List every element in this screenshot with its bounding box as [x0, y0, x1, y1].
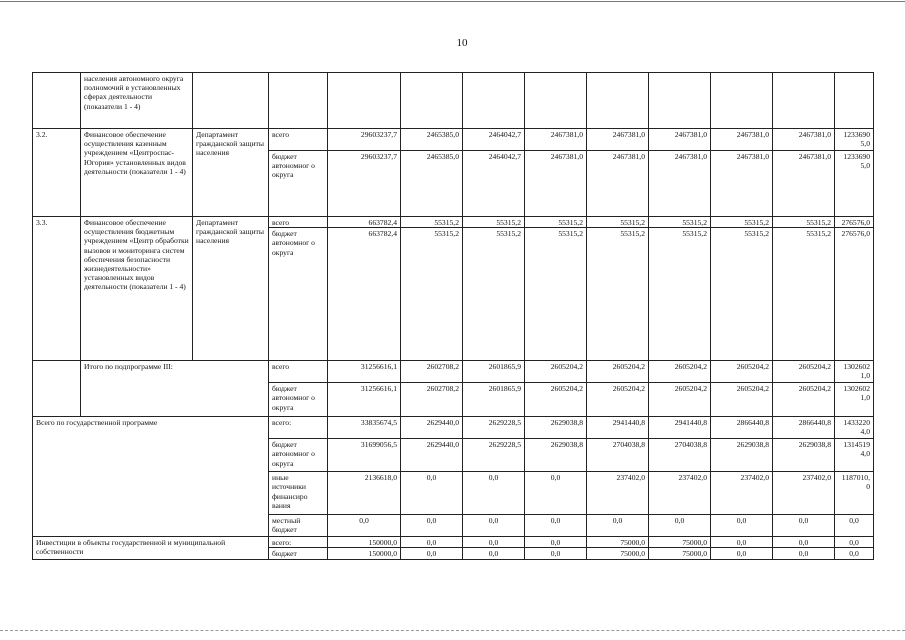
- source-label: бюджет автономног о округа: [269, 151, 328, 217]
- value-cell: 55315,2: [587, 217, 649, 228]
- value-cell: 2464042,7: [463, 129, 525, 151]
- value-cell: 0,0: [463, 472, 525, 515]
- value-cell: 0,0: [401, 537, 463, 548]
- value-cell: 237402,0: [649, 472, 711, 515]
- financing-table: [32, 72, 874, 560]
- value-cell: 0,0: [401, 548, 463, 559]
- value-cell: 55315,2: [463, 217, 525, 228]
- value-cell: 2605204,2: [773, 383, 835, 417]
- value-cell: 0,0: [773, 515, 835, 537]
- row-number: 3.3.: [33, 217, 81, 361]
- value-cell: 2467381,0: [587, 129, 649, 151]
- value-cell: 0,0: [463, 548, 525, 559]
- measure-name: Финансовое обеспечение осуществления казенным учреждением «Центроспас-Югория» установленных видов деятельности (показатели 1 - 4): [81, 129, 193, 217]
- value-cell: 0,0: [463, 537, 525, 548]
- value-cell: 2605204,2: [711, 383, 773, 417]
- value-cell: 0,0: [463, 515, 525, 537]
- table-row: [33, 129, 874, 151]
- value-cell: 55315,2: [773, 217, 835, 228]
- value-cell: 2467381,0: [773, 129, 835, 151]
- value-cell: 2941440,8: [649, 417, 711, 439]
- value-cell: 0,0: [773, 548, 835, 559]
- value-cell: 1233690 5,0: [835, 129, 874, 151]
- value-cell: 663782,4: [328, 228, 401, 361]
- measure-name: населения автономного округа полномочий в установленных сферах деятельности (показатели 1 - 4): [81, 73, 193, 129]
- source-label: всего:: [269, 537, 328, 548]
- value-cell: 2602708,2: [401, 361, 463, 383]
- value-cell: 2605204,2: [649, 383, 711, 417]
- value-cell: 0,0: [401, 515, 463, 537]
- measure-name: Финансовое обеспечение осуществления бюджетным учреждением «Центр обработки вызовов и мониторинга систем обеспечения безопасности жизнедеятельности» установленных видов деятельности (показатели 1 - 4): [81, 217, 193, 361]
- value-cell: 2629038,8: [773, 439, 835, 472]
- source-label: бюджет: [269, 548, 328, 559]
- subtotal-label: Итого по подпрограмме III:: [81, 361, 269, 417]
- row-number: 3.2.: [33, 129, 81, 217]
- value-cell: 29603237,7: [328, 129, 401, 151]
- value-cell: 0,0: [835, 537, 874, 548]
- value-cell: 1187010, 0: [835, 472, 874, 515]
- total-label: Всего по государственной программе: [33, 417, 269, 537]
- value-cell: 55315,2: [649, 217, 711, 228]
- value-cell: 55315,2: [587, 228, 649, 361]
- value-cell: 2629228,5: [463, 439, 525, 472]
- page-number: 10: [456, 37, 468, 49]
- value-cell: 75000,0: [587, 548, 649, 559]
- value-cell: 31256616,1: [328, 383, 401, 417]
- investments-label: Инвестиции в объекты государственной и муниципальной собственности: [33, 537, 269, 559]
- value-cell: 2465385,0: [401, 151, 463, 217]
- value-cell: 237402,0: [773, 472, 835, 515]
- value-cell: 2467381,0: [587, 151, 649, 217]
- value-cell: 2467381,0: [525, 129, 587, 151]
- value-cell: 0,0: [525, 472, 587, 515]
- value-cell: 2704038,8: [587, 439, 649, 472]
- value-cell: 2467381,0: [773, 151, 835, 217]
- value-cell: 150000,0: [328, 548, 401, 559]
- value-cell: 2467381,0: [711, 151, 773, 217]
- value-cell: 1302602 1,0: [835, 361, 874, 383]
- table-row: [33, 217, 874, 228]
- value-cell: 1302602 1,0: [835, 383, 874, 417]
- source-label: бюджет автономног о округа: [269, 439, 328, 472]
- value-cell: 0,0: [711, 548, 773, 559]
- value-cell: 29603237,7: [328, 151, 401, 217]
- value-cell: 2629038,8: [525, 439, 587, 472]
- value-cell: 2629440,0: [401, 439, 463, 472]
- value-cell: 2629038,8: [711, 439, 773, 472]
- value-cell: 55315,2: [649, 228, 711, 361]
- value-cell: 0,0: [525, 515, 587, 537]
- value-cell: 0,0: [711, 537, 773, 548]
- value-cell: 237402,0: [711, 472, 773, 515]
- value-cell: 2601865,9: [463, 361, 525, 383]
- value-cell: 55315,2: [525, 228, 587, 361]
- value-cell: 2467381,0: [525, 151, 587, 217]
- value-cell: 2605204,2: [773, 361, 835, 383]
- value-cell: 75000,0: [649, 548, 711, 559]
- value-cell: 0,0: [835, 515, 874, 537]
- row-number: [33, 73, 81, 129]
- value-cell: 0,0: [328, 515, 401, 537]
- source-label: местный бюджет: [269, 515, 328, 537]
- value-cell: 2136618,0: [328, 472, 401, 515]
- value-cell: 2464042,7: [463, 151, 525, 217]
- table-row: [33, 537, 874, 548]
- value-cell: 2866440,8: [773, 417, 835, 439]
- value-cell: 31699056,5: [328, 439, 401, 472]
- value-cell: 1433220 4,0: [835, 417, 874, 439]
- value-cell: 2629038,8: [525, 417, 587, 439]
- value-cell: 2605204,2: [587, 361, 649, 383]
- value-cell: 0,0: [525, 548, 587, 559]
- value-cell: 0,0: [525, 537, 587, 548]
- value-cell: 2602708,2: [401, 383, 463, 417]
- executor: Департамент гражданской защиты населения: [193, 129, 269, 217]
- source-label: всего: [269, 217, 328, 228]
- value-cell: 2601865,9: [463, 383, 525, 417]
- value-cell: 2605204,2: [525, 361, 587, 383]
- executor: Департамент гражданской защиты населения: [193, 217, 269, 361]
- value-cell: 2629228,5: [463, 417, 525, 439]
- value-cell: 2605204,2: [649, 361, 711, 383]
- scan-edge-bottom: [0, 630, 905, 631]
- table-row: [33, 73, 874, 129]
- value-cell: 2704038,8: [649, 439, 711, 472]
- source-label: всего: [269, 129, 328, 151]
- value-cell: 0,0: [773, 537, 835, 548]
- value-cell: 55315,2: [773, 228, 835, 361]
- value-cell: 2467381,0: [711, 129, 773, 151]
- value-cell: 55315,2: [711, 217, 773, 228]
- value-cell: 2941440,8: [587, 417, 649, 439]
- source-label: бюджет автономног о округа: [269, 228, 328, 361]
- value-cell: 55315,2: [463, 228, 525, 361]
- table-row: [33, 361, 874, 383]
- value-cell: 0,0: [835, 548, 874, 559]
- value-cell: 1314519 4,0: [835, 439, 874, 472]
- value-cell: 55315,2: [401, 228, 463, 361]
- value-cell: 276576,0: [835, 228, 874, 361]
- value-cell: 663782,4: [328, 217, 401, 228]
- value-cell: 2467381,0: [649, 129, 711, 151]
- value-cell: 0,0: [587, 515, 649, 537]
- value-cell: 2629440,0: [401, 417, 463, 439]
- source-label: всего:: [269, 417, 328, 439]
- table-row: [33, 417, 874, 439]
- value-cell: 33835674,5: [328, 417, 401, 439]
- value-cell: 0,0: [649, 515, 711, 537]
- source-label: иные источники финансиро вания: [269, 472, 328, 515]
- value-cell: 55315,2: [711, 228, 773, 361]
- value-cell: 150000,0: [328, 537, 401, 548]
- source-label: бюджет автономног о округа: [269, 383, 328, 417]
- value-cell: 276576,0: [835, 217, 874, 228]
- source-label: всего: [269, 361, 328, 383]
- value-cell: 2467381,0: [649, 151, 711, 217]
- scan-edge-top: [0, 1, 905, 2]
- value-cell: 75000,0: [649, 537, 711, 548]
- value-cell: 2866440,8: [711, 417, 773, 439]
- value-cell: 75000,0: [587, 537, 649, 548]
- value-cell: 2465385,0: [401, 129, 463, 151]
- value-cell: 1233690 5,0: [835, 151, 874, 217]
- value-cell: 0,0: [711, 515, 773, 537]
- value-cell: 55315,2: [401, 217, 463, 228]
- value-cell: 2605204,2: [587, 383, 649, 417]
- value-cell: 2605204,2: [525, 383, 587, 417]
- value-cell: 0,0: [401, 472, 463, 515]
- value-cell: 31256616,1: [328, 361, 401, 383]
- value-cell: 55315,2: [525, 217, 587, 228]
- value-cell: 237402,0: [587, 472, 649, 515]
- value-cell: 2605204,2: [711, 361, 773, 383]
